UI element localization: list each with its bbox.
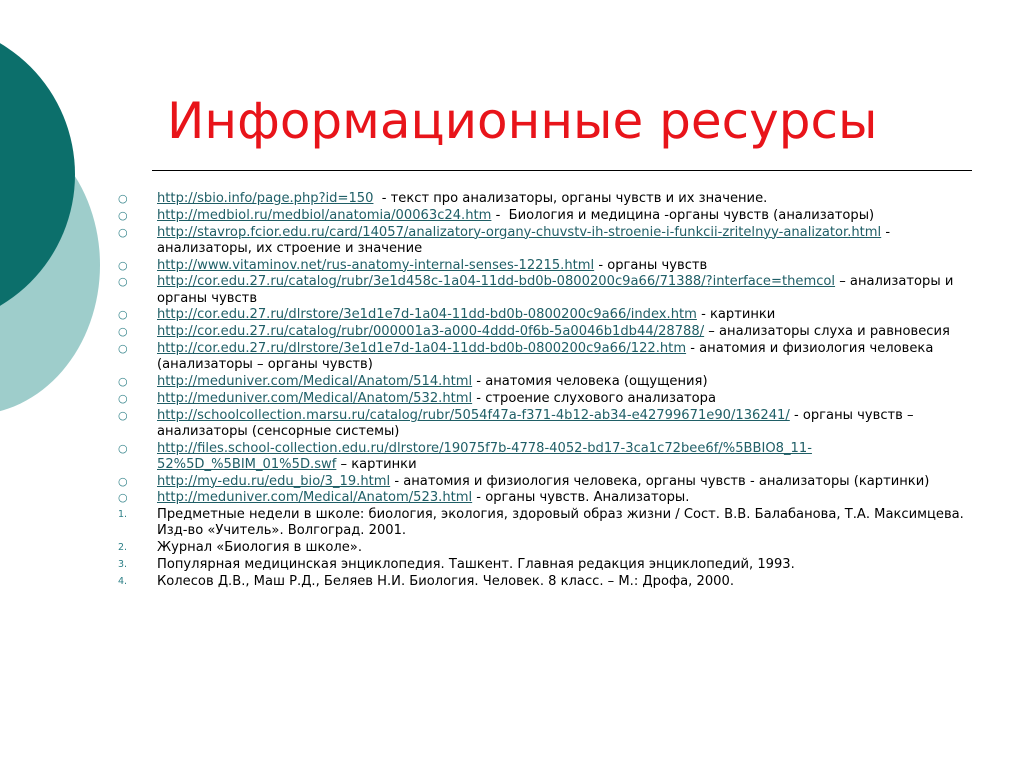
link-list [118, 191, 988, 507]
resource-description: - анатомия и физиология человека, органы чувств - анализаторы (картинки) [390, 473, 930, 489]
link-list-item-text [157, 208, 988, 224]
resource-description: - анализаторы, их строение и значение [157, 224, 895, 256]
hollow-circle-bullet-icon: ○ [118, 474, 128, 488]
slide-title: Информационные ресурсы [167, 92, 878, 150]
hollow-circle-bullet-icon: ○ [118, 408, 128, 422]
reference-number: 2. [118, 542, 128, 554]
title-divider [152, 170, 972, 171]
link-list-item [118, 225, 988, 257]
hollow-circle-bullet-icon: ○ [118, 391, 128, 405]
reference-text: Колесов Д.В., Маш Р.Д., Беляев Н.И. Биология. Человек. 8 класс. – М.: Дрофа, 2000. [157, 573, 734, 589]
link-list-item [118, 391, 988, 407]
resource-description: - картинки [696, 307, 776, 323]
reference-list [118, 507, 988, 590]
hollow-circle-bullet-icon: ○ [118, 192, 128, 205]
link-list-item-text [157, 225, 988, 257]
resource-link[interactable]: http://meduniver.com/Medical/Anatom/514.html [157, 373, 473, 389]
resource-link[interactable]: http://cor.edu.27.ru/dlrstore/3e1d1e7d-1a04-11dd-bd0b-0800200c9a66/122.htm [157, 340, 687, 356]
hollow-circle-bullet-icon: ○ [118, 208, 128, 222]
resource-link[interactable]: http://cor.edu.27.ru/catalog/rubr/000001a3-a000-4ddd-0f6b-5a0046b1db44/28788/ [157, 324, 705, 340]
reference-list-item [118, 574, 988, 590]
link-list-item-text [157, 474, 988, 490]
resource-list [118, 191, 988, 591]
resource-description: – анализаторы слуха и равновесия [704, 324, 950, 340]
resource-link[interactable]: http://cor.edu.27.ru/dlrstore/3e1d1e7d-1a04-11dd-bd0b-0800200c9a66/index.htm [157, 307, 697, 323]
link-list-item [118, 307, 988, 323]
link-list-item [118, 474, 988, 490]
link-list-item [118, 208, 988, 224]
link-list-item-text [157, 408, 988, 440]
link-list-item-text [157, 341, 988, 373]
resource-link[interactable]: http://meduniver.com/Medical/Anatom/532.html [157, 390, 473, 406]
link-list-item [118, 408, 988, 440]
resource-description: - органы чувств – анализаторы (сенсорные системы) [157, 407, 918, 439]
resource-description: - анатомия и физиология человека (анализаторы – органы чувств) [157, 340, 938, 373]
link-list-item [118, 258, 988, 274]
resource-description: - текст про анализаторы, органы чувств и их значение. [373, 191, 768, 206]
reference-text: Журнал «Биология в школе». [157, 540, 362, 556]
link-list-item-text [157, 441, 988, 473]
resource-description: - Биология и медицина -органы чувств (анализаторы) [491, 207, 875, 223]
reference-list-item [118, 540, 988, 556]
resource-description: – картинки [336, 456, 417, 472]
reference-list-item [118, 507, 988, 539]
reference-number: 4. [118, 575, 128, 587]
resource-description: - строение слухового анализатора [472, 390, 716, 406]
link-list-item [118, 441, 988, 473]
link-list-item-text [157, 191, 988, 207]
hollow-circle-bullet-icon: ○ [118, 225, 128, 239]
hollow-circle-bullet-icon: ○ [118, 441, 128, 455]
resource-link[interactable]: http://sbio.info/page.php?id=150 [157, 191, 374, 206]
reference-text: Популярная медицинская энциклопедия. Ташкент. Главная редакция энциклопедий, 1993. [157, 556, 795, 572]
resource-description: - анатомия человека (ощущения) [472, 373, 708, 389]
link-list-item [118, 374, 988, 390]
reference-list-item [118, 557, 988, 573]
resource-link[interactable]: http://medbiol.ru/medbiol/anatomia/00063c24.htm [157, 207, 492, 223]
link-list-item-text [157, 490, 988, 506]
resource-link[interactable]: http://cor.edu.27.ru/catalog/rubr/3e1d458c-1a04-11dd-bd0b-0800200c9a66/71388/?interface=themcol [157, 274, 836, 290]
hollow-circle-bullet-icon: ○ [118, 341, 128, 355]
resource-link[interactable]: http://my-edu.ru/edu_bio/3_19.html [157, 473, 391, 489]
reference-number: 1. [118, 509, 128, 521]
link-list-item [118, 191, 988, 207]
hollow-circle-bullet-icon: ○ [118, 325, 128, 339]
hollow-circle-bullet-icon: ○ [118, 275, 128, 289]
link-list-item-text [157, 374, 988, 390]
hollow-circle-bullet-icon: ○ [118, 491, 128, 505]
resource-link[interactable]: http://stavrop.fcior.edu.ru/card/14057/analizatory-organy-chuvstv-ih-stroenie-i-funkcii-zritelnyy-analizator.html [157, 224, 882, 240]
link-list-item-text [157, 307, 988, 323]
link-list-item [118, 324, 988, 340]
link-list-item-text [157, 324, 988, 340]
resource-link[interactable]: http://meduniver.com/Medical/Anatom/523.html [157, 490, 473, 506]
link-list-item [118, 490, 988, 506]
resource-description: - органы чувств [594, 257, 708, 273]
reference-number: 3. [118, 558, 128, 570]
link-list-item [118, 341, 988, 373]
resource-description: – анализаторы и органы чувств [157, 274, 958, 306]
link-list-item-text [157, 391, 988, 407]
link-list-item [118, 274, 988, 306]
resource-link[interactable]: http://schoolcollection.marsu.ru/catalog/rubr/5054f47a-f371-4b12-ab34-e42799671e90/136241/ [157, 407, 790, 423]
hollow-circle-bullet-icon: ○ [118, 258, 128, 272]
reference-text: Предметные недели в школе: биология, экология, здоровый образ жизни / Сост. В.В. Балабанова, Т.А. Максимцева. Изд-во «Учитель». Волгоград. 2001. [157, 507, 964, 539]
hollow-circle-bullet-icon: ○ [118, 374, 128, 388]
resource-description: - органы чувств. Анализаторы. [472, 490, 690, 506]
link-list-item-text [157, 258, 988, 274]
resource-link[interactable]: http://www.vitaminov.net/rus-anatomy-internal-senses-12215.html [157, 257, 595, 273]
resource-link[interactable]: http://files.school-collection.edu.ru/dlrstore/19075f7b-4778-4052-bd17-3ca1c72bee6f/%5BBIO8_11-52%5D_%5BIM_01%5D.swf [157, 440, 812, 472]
link-list-item-text [157, 274, 988, 306]
hollow-circle-bullet-icon: ○ [118, 308, 128, 322]
